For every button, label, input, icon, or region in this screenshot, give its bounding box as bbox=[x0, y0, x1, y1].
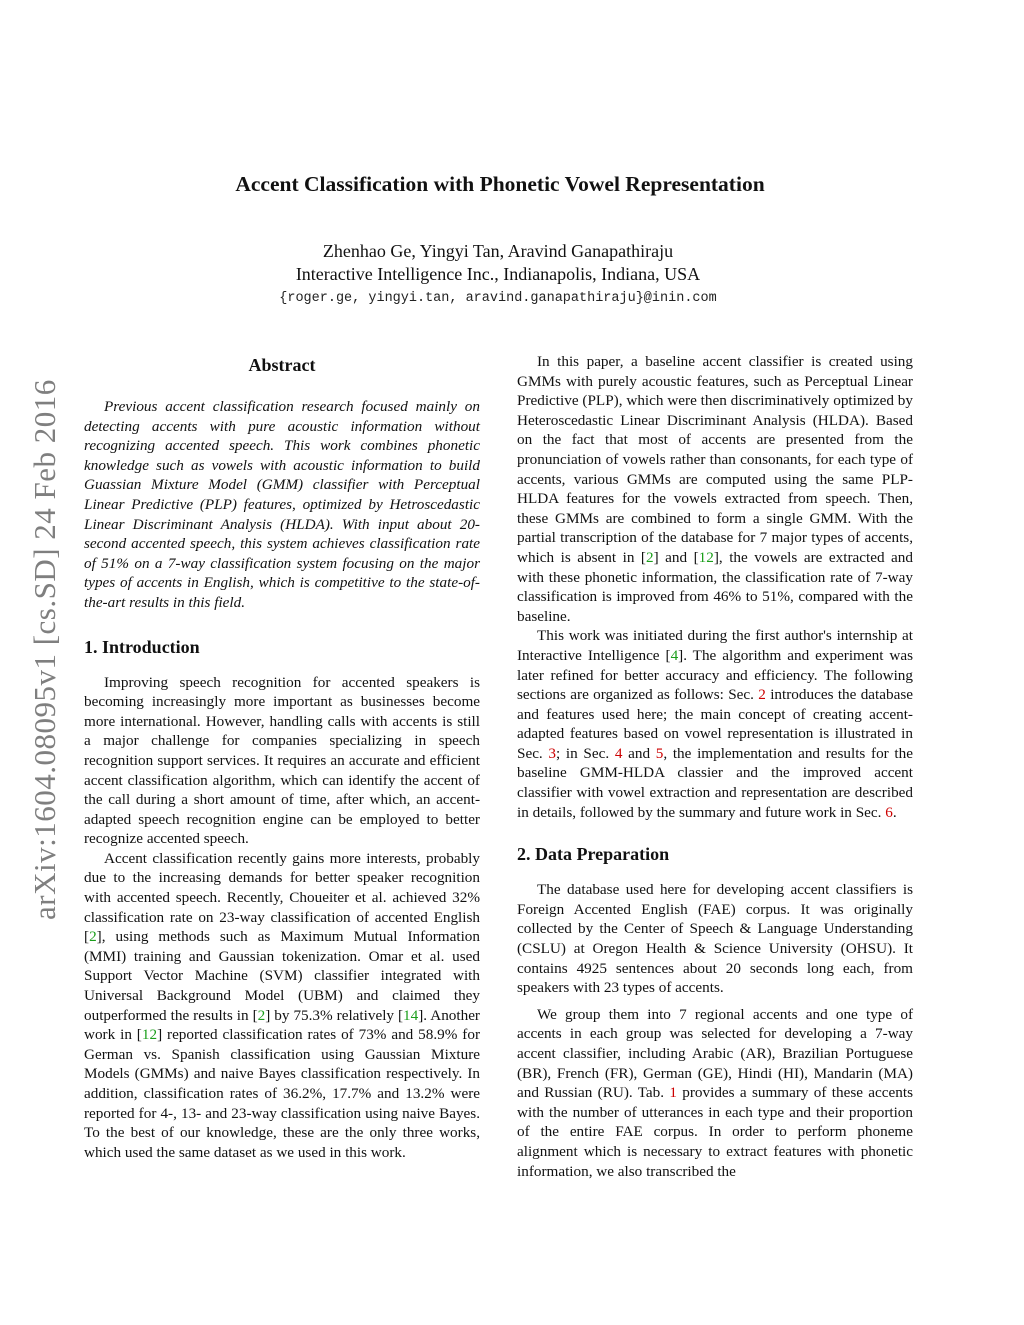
citation-link[interactable]: 2 bbox=[89, 928, 97, 946]
section-link[interactable]: 2 bbox=[758, 686, 766, 704]
citation-link[interactable]: 12 bbox=[141, 1026, 158, 1044]
left-column bbox=[84, 352, 480, 1162]
data-prep-paragraph-1: The database used here for developing accent classifiers is Foreign Accented English (FAE) corpus. It was originally collected by the Center of Speech & Language Understanding (CSLU) at Oregon Health & Science University (OHSU). It contains 4925 sentences about 20 seconds long each, from speakers with 23 types of accents. bbox=[517, 881, 913, 997]
paper-title: Accent Classification with Phonetic Vowel Representation bbox=[235, 172, 765, 196]
author-list: Zhenhao Ge, Yingyi Tan, Aravind Ganapathiraju bbox=[322, 241, 674, 261]
data-prep-paragraph-2: We group them into 7 regional accents and one type of accents in each group was selected for developing a 7-way accent classifier, including Arabic (AR), Brazilian Portuguese (BR), French (FR), German (GE), Hindi (HI), Mandarin (MA) and Russian (RU). Tab. 1 provides a summary of these accents with the number of utterances in each type and their proportion of the entire FAE corpus. In order to perform phoneme alignment which is necessary to extract features with phonetic information, we also transcribed the bbox=[517, 1005, 913, 1180]
section-link[interactable]: 6 bbox=[885, 803, 893, 821]
citation-link[interactable]: 2 bbox=[257, 1006, 266, 1024]
citation-link[interactable]: 12 bbox=[698, 548, 714, 566]
abstract-text: Previous accent classification research focused mainly on detecting accents with pure acoustic information without recognizing accented speech. This work combines phonetic knowledge such as vowels with acoustic information to build Guassian Mixture Model (GMM) classifier with Perceptual Linear Predictive (PLP) features, optimized by Hetroscedastic Linear Discriminant Analysis (HLDA). With input about 20-second accented speech, this system achieves classification rate of 51% on a 7-way classification system focusing on the major types of accents in English, which is competitive to the state-of-the-art results in this field. bbox=[84, 398, 480, 611]
table-link[interactable]: 1 bbox=[669, 1084, 677, 1102]
section-link[interactable]: 3 bbox=[548, 744, 557, 762]
citation-link[interactable]: 4 bbox=[670, 646, 679, 664]
abstract-section bbox=[84, 353, 480, 613]
intro-paragraph-1: Improving speech recognition for accented speakers is becoming increasingly more important as businesses become more international. However, handling calls with accents is still a major challenge for companies specializing in speech recognition support services. It requires an accurate and efficient accent classification algorithm, which can identify the accent of the call during a short amount of time, after which, an accent-adapted speech recognition engine can be employed to better recognize accented speech. bbox=[84, 673, 480, 848]
arxiv-identifier: arXiv:1604.08095v1 [cs.SD] 24 Feb 2016 bbox=[27, 379, 62, 921]
right-column bbox=[517, 352, 913, 1181]
affiliation: Interactive Intelligence Inc., Indianapolis, Indiana, USA bbox=[295, 264, 701, 284]
intro-paragraph-2: Accent classification recently gains more interests, probably due to the increasing demands for better speaker recognition with accented speech. Recently, Choueiter et al. achieved 32% classification rate on 23-way classification of accented English [2], using methods such as Maximum Mutual Information (MMI) training and Gaussian tokenization. Omar et al. used Support Vector Machine (SVM) classifier integrated with Universal Background Model (UBM) and claimed they outperformed the results in [2] by 75.3% relatively [14]. Another work in [12] reported classification rates of 73% and 58.9% for German vs. Spanish classification using Gaussian Mixture Models (GMMs) and naive Bayes classification respectively. In addition, classification rates of 36.2%, 17.7% and 13.2% were reported for 4-, 13- and 23-way classification using naive Bayes. To the best of our knowledge, these are the only three works, which used the same dataset as we used in this work. bbox=[84, 849, 480, 1161]
section-link[interactable]: 5 bbox=[655, 744, 664, 762]
abstract-heading: Abstract bbox=[248, 355, 316, 375]
section-heading-introduction: 1. Introduction bbox=[84, 636, 200, 657]
citation-link[interactable]: 2 bbox=[645, 548, 654, 566]
intro-paragraph-3: In this paper, a baseline accent classifier is created using GMMs with purely acoustic features, such as Perceptual Linear Predictive (PLP), which were then discriminatively optimized by Heteroscedastic Linear Discriminant Analysis (HLDA). Based on the fact that most of accents are presented from the pronunciation of vowels rather than consonants, for each type of accents, various GMMs are computed using the same PLP-HLDA features for the vowels extracted from speech. Then, these GMMs are combined to form a single GMM. With the partial transcription of the database for 7 major types of accents, which is absent in [2] and [12], the vowels are extracted and with these phonetic information, the classification rate of 7-way classification is improved from 46% to 51%, compared with the baseline. bbox=[517, 353, 913, 625]
citation-link[interactable]: 14 bbox=[403, 1006, 419, 1024]
author-emails: {roger.ge, yingyi.tan, aravind.ganapathiraju}@inin.com bbox=[279, 291, 717, 306]
section-heading-data-preparation: 2. Data Preparation bbox=[517, 844, 670, 865]
section-link[interactable]: 4 bbox=[614, 744, 623, 762]
intro-paragraph-4: This work was initiated during the first author's internship at Interactive Intelligence [4]. The algorithm and experiment was later refined for better accuracy and efficiency. The following sections are organized as follows: Sec. 2 introduces the database and features used here; the main concept of creating accent-adapted features based on vowel representation is illustrated in Sec. 3; in Sec. 4 and 5, the implementation and results for the baseline GMM-HLDA classier and the improved accent classifier with vowel extraction and representation are described in details, followed by the summary and future work in Sec. 6. bbox=[517, 627, 913, 821]
